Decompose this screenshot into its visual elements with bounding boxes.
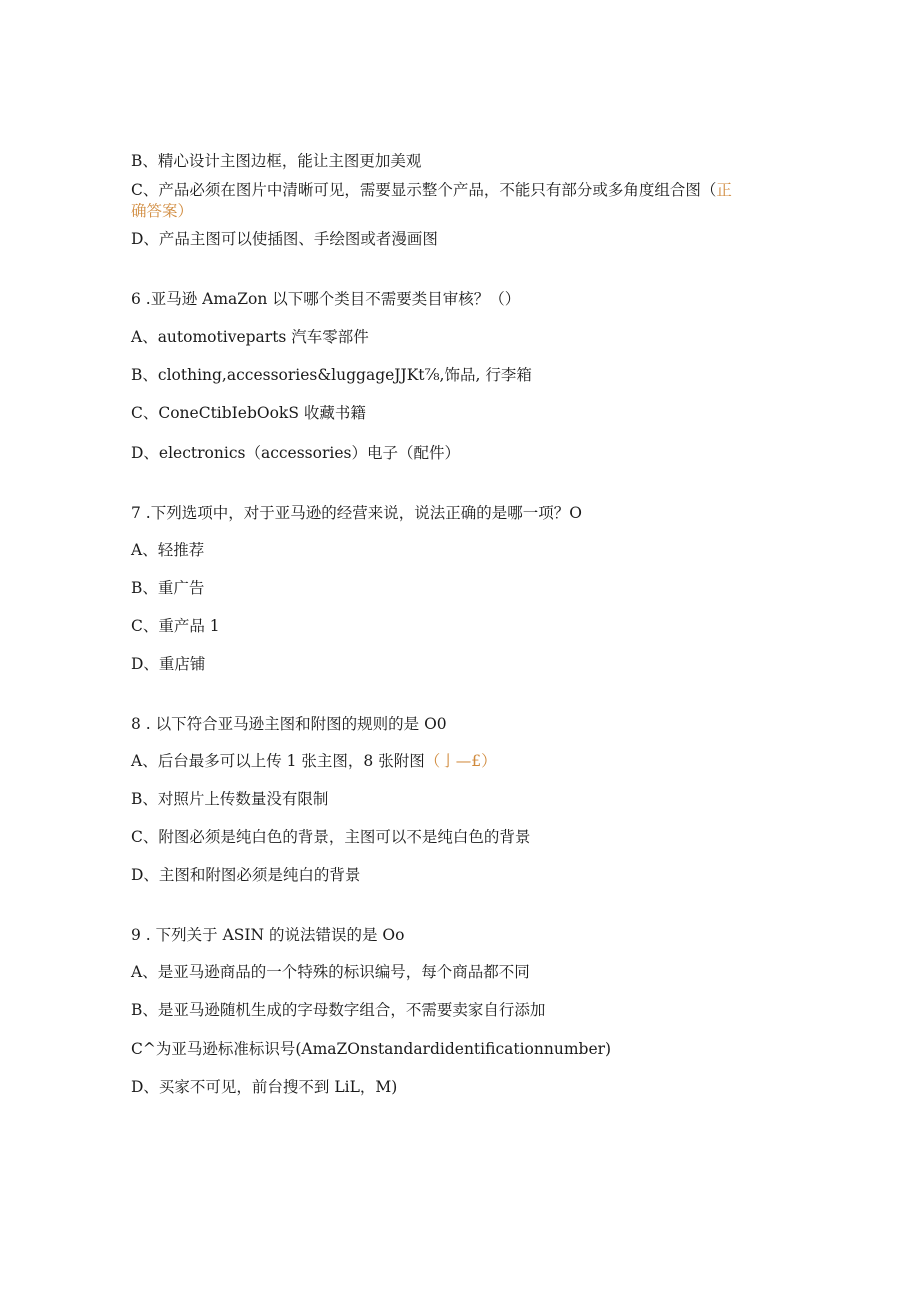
- q6-option-d: D、electronics（accessories）电子（配件）: [131, 444, 460, 462]
- q5-option-c-text: C、产品必须在图片中清晰可见，需要显示整个产品，不能只有部分或多角度组合图（: [131, 181, 717, 199]
- q8-option-c: C、附图必须是纯白色的背景，主图可以不是纯白色的背景: [131, 828, 531, 846]
- q5-option-c-continued: 确答案）: [131, 202, 194, 220]
- q5-option-c: [131, 180, 776, 200]
- q5-option-d: D、产品主图可以使插图、手绘图或者漫画图: [131, 230, 438, 248]
- q9-option-d: D、买家不可见，前台搜不到 LiL，M): [131, 1078, 398, 1096]
- q9-option-a: A、是亚马逊商品的一个特殊的标识编号，每个商品都不同: [131, 963, 530, 981]
- q7-option-a: A、轻推荐: [131, 541, 205, 559]
- q6-option-c: C、ConeCtibIebOokS 收藏书籍: [131, 404, 366, 422]
- q7-question: 7 .下列选项中，对于亚马逊的经营来说，说法正确的是哪一项？O: [131, 504, 582, 522]
- q8-question: 8 . 以下符合亚马逊主图和附图的规则的是 O0: [131, 715, 447, 733]
- q9-option-b: B、是亚马逊随机生成的字母数字组合，不需要卖家自行添加: [131, 1001, 546, 1019]
- q9-question: 9 . 下列关于 ASIN 的说法错误的是 Oo: [131, 926, 405, 944]
- q8-option-b: B、对照片上传数量没有限制: [131, 790, 329, 808]
- q5-option-b: B、精心设计主图边框，能让主图更加美观: [131, 152, 422, 170]
- q8-option-a-answer-mark: （亅—£）: [424, 752, 497, 770]
- q7-option-b: B、重广告: [131, 579, 205, 597]
- q6-question: 6 .亚马逊 AmaZon 以下哪个类目不需要类目审核？（）: [131, 290, 521, 308]
- q7-option-c: C、重产品 1: [131, 617, 220, 635]
- q7-option-d: D、重店铺: [131, 655, 206, 673]
- q9-option-c: C^为亚马逊标准标识号(AmaZOnstandardidentificationnumber): [131, 1040, 612, 1058]
- q8-option-d: D、主图和附图必须是纯白的背景: [131, 866, 361, 884]
- q8-option-a-text: A、后台最多可以上传 1 张主图，8 张附图: [131, 752, 425, 770]
- q6-option-b: B、clothing,accessories&luggageJJKt⅞,饰品, 行李箱: [131, 366, 532, 384]
- q6-option-a: A、automotiveparts 汽车零部件: [131, 328, 369, 346]
- q5-option-c-answer-mark: 正: [716, 181, 732, 199]
- q8-option-a: [131, 751, 497, 771]
